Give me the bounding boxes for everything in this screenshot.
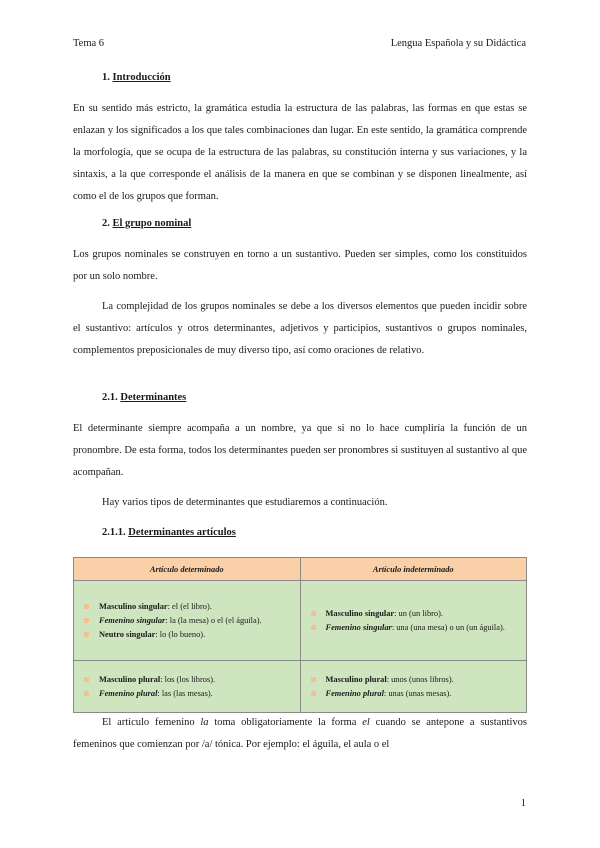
item-label: Femenino plural bbox=[99, 689, 158, 698]
item-label: Masculino plural bbox=[99, 675, 161, 684]
item-text: : los (los libros). bbox=[160, 675, 216, 684]
paragraph-articulo-femenino: El artículo femenino la toma obligatoriamente la forma el cuando se antepone a sustantivos femeninos que comienzan por /a/ tónica. Por ejemplo: el águila, el aula o el bbox=[73, 717, 527, 750]
item-label: Neutro singular bbox=[99, 630, 156, 639]
paragraph-determinante: El determinante siempre acompaña a un nombre, ya que si no lo hace cumpliría la función de un pronombre. De esta forma, todos los determinantes pueden ser pronombres si sustituyen al sustantivo al que acompañan. bbox=[73, 423, 527, 478]
section-title: El grupo nominal bbox=[112, 218, 192, 229]
section-heading-determinantes bbox=[102, 392, 186, 403]
list-item bbox=[309, 673, 519, 686]
bullet-icon bbox=[311, 677, 316, 682]
section-number: 2.1. bbox=[102, 392, 118, 403]
emphasis-el: el bbox=[362, 717, 370, 728]
section-heading-grupo-nominal bbox=[102, 218, 191, 229]
list-item bbox=[309, 687, 519, 700]
item-label: Femenino singular bbox=[99, 616, 166, 625]
paragraph-tipos: Hay varios tipos de determinantes que estudiaremos a continuación. bbox=[102, 497, 388, 508]
header-topic: Tema 6 bbox=[73, 38, 105, 49]
bullet-icon bbox=[311, 625, 316, 630]
section-number: 2.1.1. bbox=[102, 527, 126, 538]
item-label: Masculino plural bbox=[325, 675, 387, 684]
item-label: Femenino singular bbox=[325, 623, 392, 632]
section-heading-introduccion bbox=[102, 72, 171, 83]
list-item bbox=[82, 614, 292, 627]
table-header-row bbox=[74, 558, 527, 581]
articles-table bbox=[73, 557, 527, 713]
section-number: 2. bbox=[102, 218, 110, 229]
list-item bbox=[82, 628, 292, 641]
item-text: : la (la mesa) o el (el águila). bbox=[165, 616, 262, 625]
list-item bbox=[82, 600, 292, 613]
item-text: : el (el libro). bbox=[167, 602, 212, 611]
list-item bbox=[82, 673, 292, 686]
item-text: : unos (unos libros). bbox=[386, 675, 454, 684]
bullet-icon bbox=[84, 632, 89, 637]
bullet-list bbox=[82, 600, 292, 641]
section-title: Determinantes artículos bbox=[128, 527, 236, 538]
table-header-cell: Artículo indeterminado bbox=[300, 558, 527, 581]
section-heading-articulos bbox=[102, 527, 236, 538]
section-title: Determinantes bbox=[120, 392, 187, 403]
bullet-icon bbox=[84, 604, 89, 609]
bullet-icon bbox=[84, 691, 89, 696]
bullet-icon bbox=[311, 691, 316, 696]
table-header-cell: Artículo determinado bbox=[74, 558, 301, 581]
bullet-list bbox=[82, 673, 292, 700]
item-text: : las (las mesas). bbox=[157, 689, 213, 698]
item-text: : una (una mesa) o un (un águila). bbox=[391, 623, 505, 632]
table-row bbox=[74, 581, 527, 661]
list-item bbox=[309, 607, 519, 620]
item-label: Femenino plural bbox=[325, 689, 384, 698]
item-text: : un (un libro). bbox=[394, 609, 443, 618]
page-number: 1 bbox=[520, 798, 526, 809]
emphasis-la: la bbox=[200, 717, 209, 728]
header-subject: Lengua Española y su Didáctica bbox=[390, 38, 526, 49]
section-number: 1. bbox=[102, 72, 110, 83]
table-cell bbox=[74, 581, 301, 661]
section-title: Introducción bbox=[112, 72, 171, 83]
table-cell bbox=[74, 661, 301, 713]
bullet-icon bbox=[84, 618, 89, 623]
paragraph-introduccion: En su sentido más estricto, la gramática estudia la estructura de las palabras, las formas en que estas se enlazan y los significados a los que tales combinaciones dan lugar. En este sentido, la gramática comprende la morfología, que se ocupa de la estructura de las palabras, su constitución interna y sus variaciones, y la sintaxis, a la que corresponde el análisis de la manera en que se combinan y se disponen linealmente, así como el de los grupos que forman. bbox=[73, 103, 527, 202]
item-text: : unas (unas mesas). bbox=[383, 689, 452, 698]
item-text: : lo (lo bueno). bbox=[155, 630, 206, 639]
bullet-icon bbox=[311, 611, 316, 616]
bullet-list bbox=[309, 673, 519, 700]
table-cell bbox=[300, 661, 527, 713]
bullet-list bbox=[309, 607, 519, 634]
list-item bbox=[309, 621, 519, 634]
paragraph-grupos-nominales: Los grupos nominales se construyen en torno a un sustantivo. Pueden ser simples, como los constituidos por un solo nombre. bbox=[73, 249, 527, 282]
item-label: Masculino singular bbox=[325, 609, 395, 618]
item-label: Masculino singular bbox=[99, 602, 168, 611]
bullet-icon bbox=[84, 677, 89, 682]
table-cell bbox=[300, 581, 527, 661]
paragraph-complejidad: La complejidad de los grupos nominales se debe a los diversos elementos que pueden incidir sobre el sustantivo: artículos y otros determinantes, adjetivos y participios, sustantivos o grupos nominales, complementos preposicionales de muy diverso tipo, así como oraciones de relativo. bbox=[73, 301, 527, 356]
table-row bbox=[74, 661, 527, 713]
list-item bbox=[82, 687, 292, 700]
